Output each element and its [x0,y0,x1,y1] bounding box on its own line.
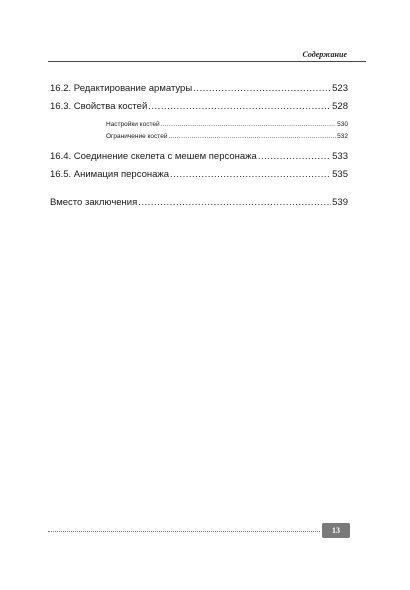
toc-entry-page: 523 [332,83,348,94]
toc-entry-label: Настройки костей [106,121,160,128]
page-number-badge: 13 [322,523,350,538]
toc-entry [50,80,348,98]
table-of-contents [50,80,348,212]
toc-entry [50,98,348,116]
toc-entry-label: 16.3. Свойства костей [50,101,148,112]
toc-leader-dots [168,131,336,143]
toc-leader-dots [161,119,337,131]
toc-entry-label: Ограничение костей [106,133,168,140]
toc-leader-dots [258,148,331,166]
toc-entry [50,148,348,166]
toc-entry-page: 530 [337,121,348,128]
toc-entry-label: Вместо заключения [50,197,138,208]
toc-entry-label: 16.2. Редактирование арматуры [50,83,193,94]
toc-entry-label: 16.4. Соединение скелета с мешем персонажа [50,151,257,162]
toc-entry-label: 16.5. Анимация персонажа [50,169,170,180]
header-rule [48,61,366,62]
toc-entry-page: 539 [332,197,348,208]
toc-subentry [50,131,348,143]
footer-dotted-rule [48,531,320,532]
toc-entry-page: 532 [337,133,348,140]
toc-entry-page: 528 [332,101,348,112]
toc-subentry [50,119,348,131]
toc-entry-page: 535 [332,169,348,180]
toc-leader-dots [148,98,331,116]
toc-entry-page: 533 [332,151,348,162]
toc-leader-dots [193,80,331,98]
toc-entry [50,166,348,184]
toc-leader-dots [138,194,331,212]
toc-leader-dots [170,166,331,184]
running-header: Содержание [302,50,347,59]
toc-entry [50,194,348,212]
